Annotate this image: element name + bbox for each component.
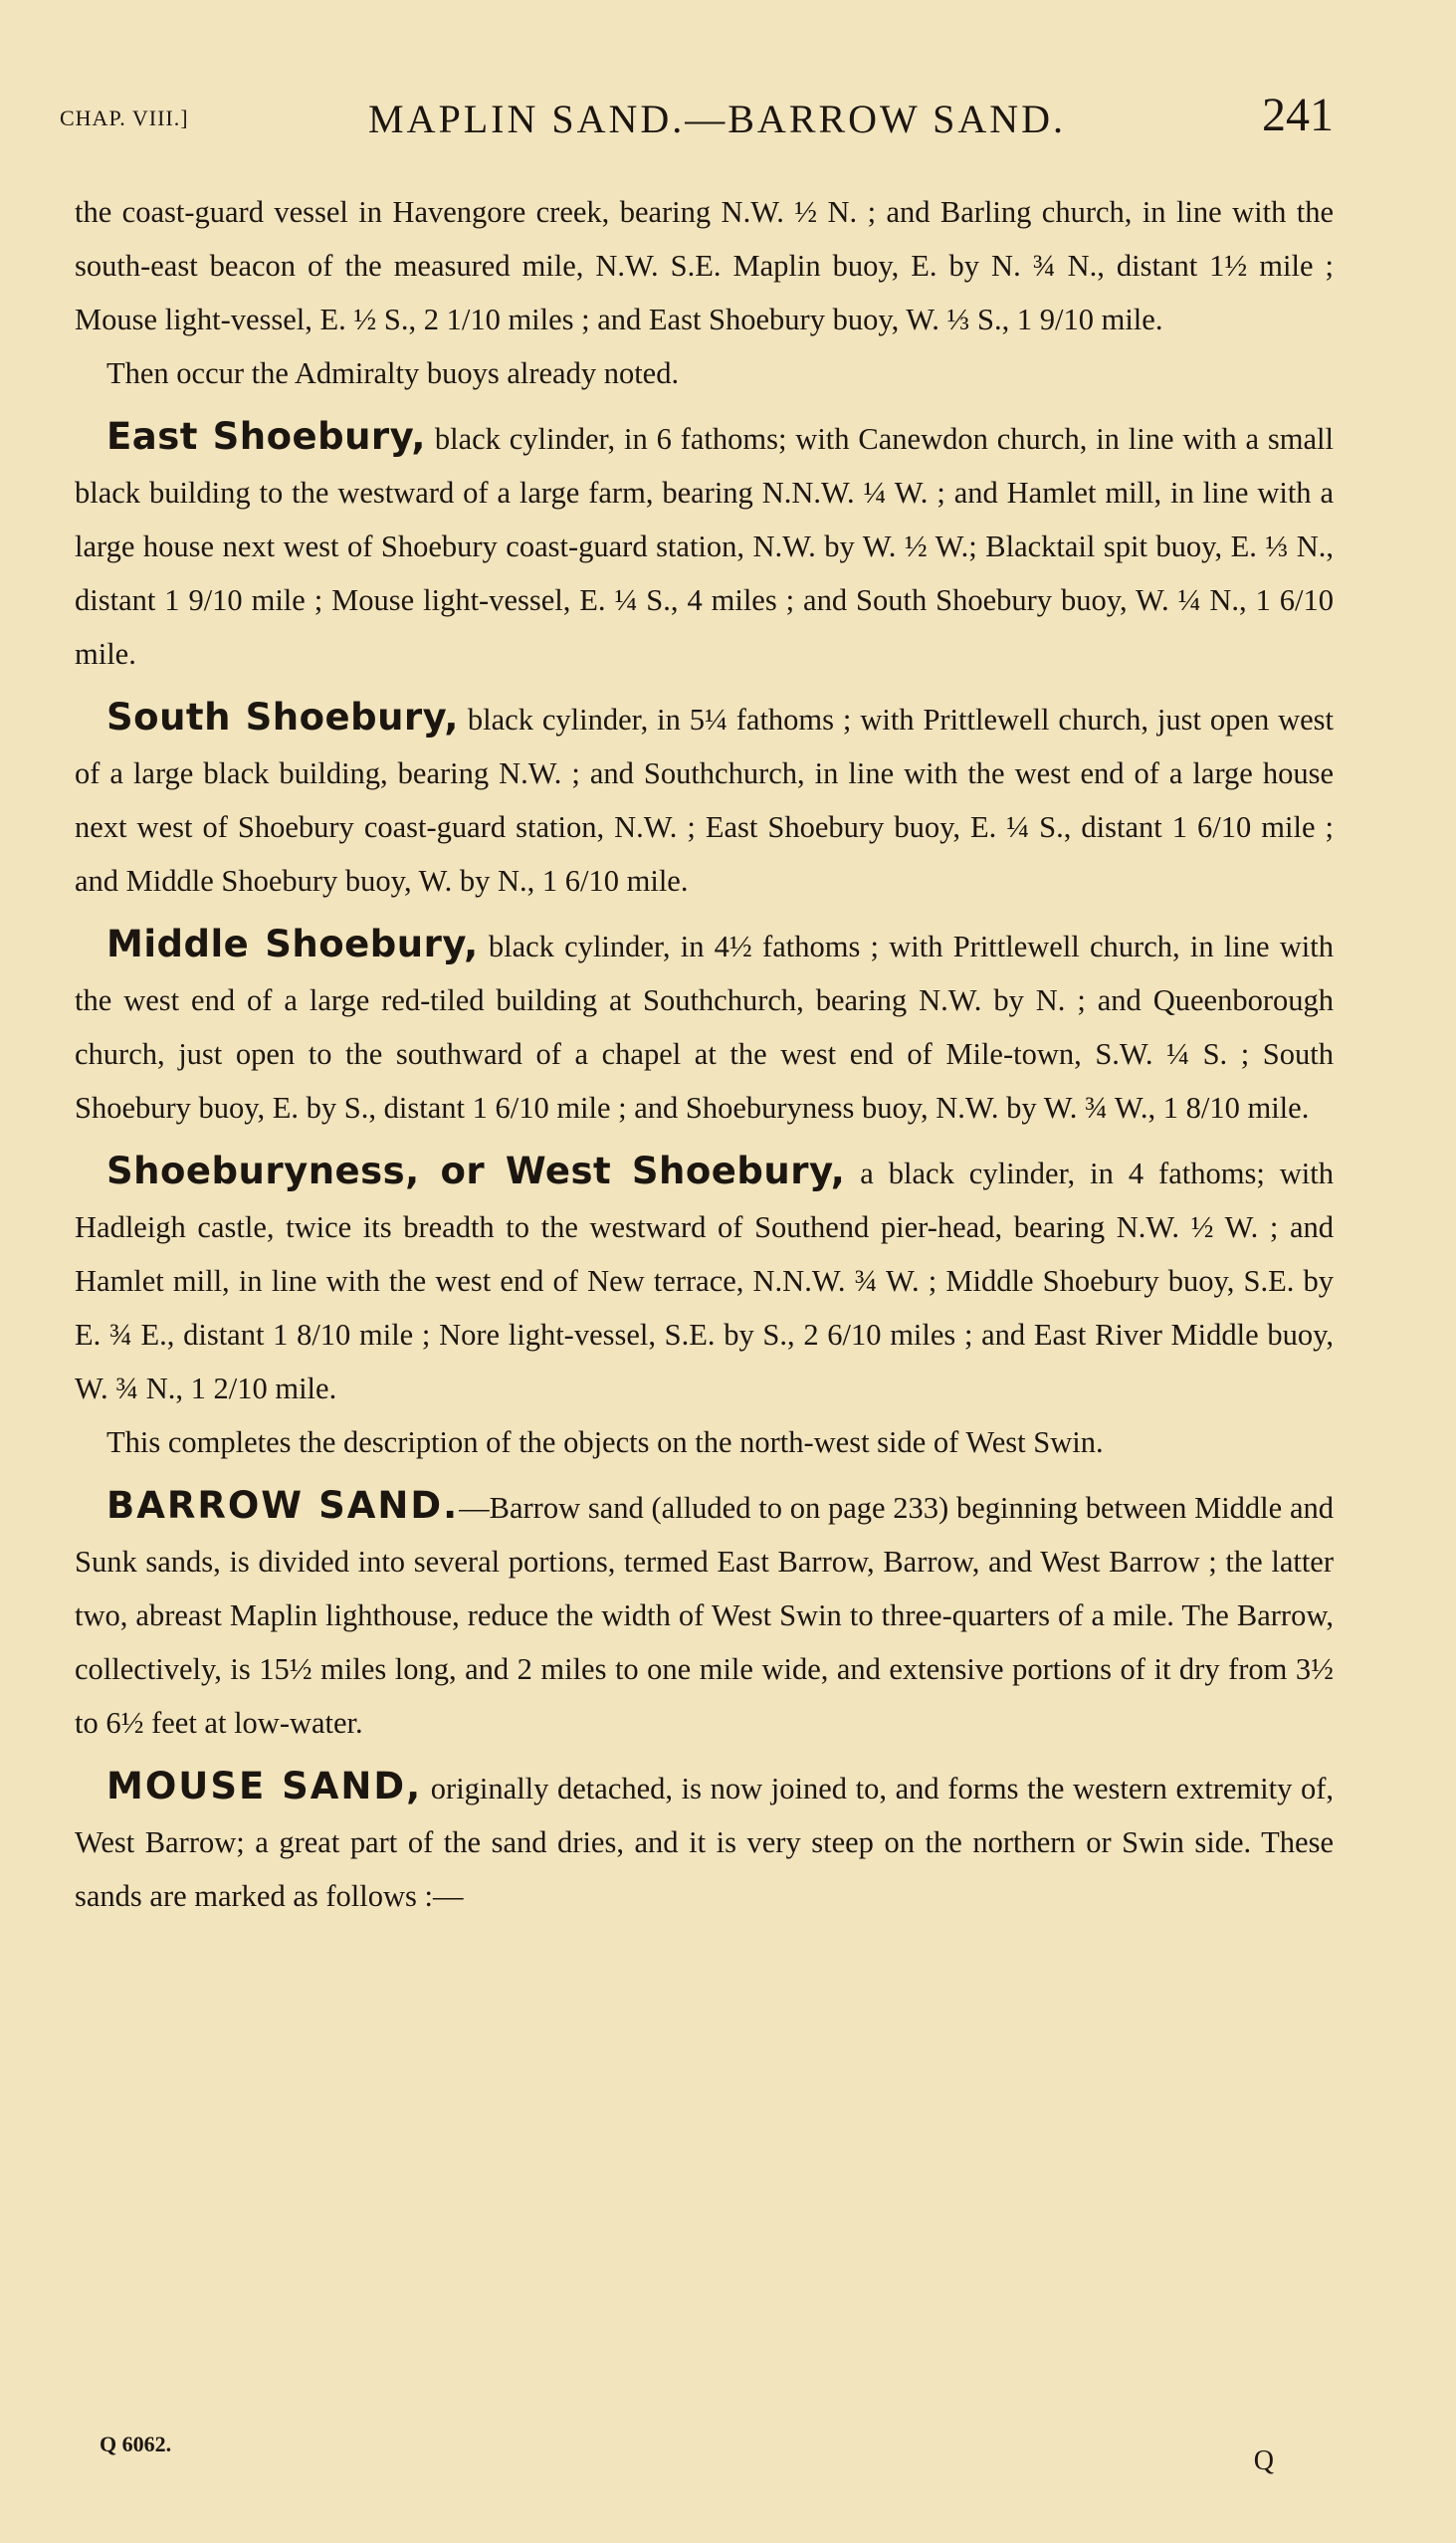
running-header xyxy=(60,88,1334,147)
section-heading: MOUSE SAND, xyxy=(106,1765,423,1807)
paragraph-text: —Barrow sand (alluded to on page 233) beginning between Middle and Sunk sands, is divided into several portions, termed East Barrow, Barrow, and West Barrow ; the latter two, abreast Maplin lighthouse, reduce the width of West Swin to three-quarters of a mile. The Barrow, collectively, is 15½ miles long, and 2 miles to one mile wide, and extensive portions of it dry from 3½ to 6½ feet at low-water. xyxy=(75,1491,1334,1740)
paragraph-text: This completes the description of the objects on the north-west side of West Swin. xyxy=(106,1425,1104,1459)
paragraph-middle-shoebury xyxy=(75,918,1334,1135)
section-heading: BARROW SAND. xyxy=(106,1484,460,1527)
page-number: 241 xyxy=(1262,89,1334,141)
body-text xyxy=(75,185,1334,1923)
paragraph-text: the coast-guard vessel in Havengore creek, bearing N.W. ½ N. ; and Barling church, in line with the south-east beacon of the measured mile, N.W. S.E. Maplin buoy, E. by N. ¾ N., distant 1½ mile ; Mouse light-vessel, E. ½ S., 2 1/10 miles ; and East Shoebury buoy, W. ⅓ S., 1 9/10 mile. xyxy=(75,195,1334,336)
buoy-heading: South Shoebury, xyxy=(106,696,459,739)
paragraph-text: originally detached, is now joined to, and forms the western extremity of, West Barrow; a great part of the sand dries, and it is very steep on the northern or Swin side. These sands are marked as follows :— xyxy=(75,1772,1335,1913)
paragraph-continuation xyxy=(75,185,1334,346)
paragraph-text: black cylinder, in 6 fathoms; with Canewdon church, in line with a small black building to the westward of a large farm, bearing N.N.W. ¼ W. ; and Hamlet mill, in line with a large house next west of Shoebury coast-guard station, N.W. by W. ½ W.; Blacktail spit buoy, E. ⅓ N., distant 1 9/10 mile ; Mouse light-vessel, E. ¼ S., 4 miles ; and South Shoebury buoy, W. ¼ N., 1 6/10 mile. xyxy=(75,422,1334,671)
page-title: MAPLIN SAND.—BARROW SAND. xyxy=(368,97,1066,141)
paragraph-south-shoebury xyxy=(75,691,1334,908)
paragraph-east-shoebury xyxy=(75,410,1334,681)
signature-mark: Q 6062. xyxy=(100,2432,172,2456)
paragraph-completes xyxy=(75,1415,1334,1469)
buoy-heading: Shoeburyness, or West Shoebury, xyxy=(106,1150,846,1192)
catchword: Q xyxy=(1253,2445,1274,2476)
page-footer xyxy=(100,2432,1274,2481)
buoy-heading: East Shoebury, xyxy=(106,415,426,458)
paragraph-shoeburyness xyxy=(75,1145,1334,1415)
buoy-heading: Middle Shoebury, xyxy=(106,923,479,965)
paragraph-mouse-sand xyxy=(75,1760,1334,1923)
paragraph-text: black cylinder, in 5¼ fathoms ; with Prittlewell church, just open west of a large black building, bearing N.W. ; and Southchurch, in line with the west end of a large house next west of Shoebury coast-guard station, N.W. ; East Shoebury buoy, E. ¼ S., distant 1 6/10 mile ; and Middle Shoebury buoy, W. by N., 1 6/10 mile. xyxy=(75,703,1335,898)
paragraph-text: Then occur the Admiralty buoys already noted. xyxy=(106,356,680,390)
paragraph-text: a black cylinder, in 4 fathoms; with Hadleigh castle, twice its breadth to the westward of Southend pier-head, bearing N.W. ½ W. ; and Hamlet mill, in line with the west end of New terrace, N.N.W. ¾ W. ; Middle Shoebury buoy, S.E. by E. ¾ E., distant 1 8/10 mile ; Nore light-vessel, S.E. by S., 2 6/10 miles ; and East River Middle buoy, W. ¾ N., 1 2/10 mile. xyxy=(75,1157,1334,1405)
paragraph-barrow-sand xyxy=(75,1479,1334,1750)
paragraph-admiralty xyxy=(75,346,1334,400)
chapter-label: CHAP. VIII.] xyxy=(60,106,189,130)
paragraph-text: black cylinder, in 4½ fathoms ; with Prittlewell church, in line with the west end of a large red-tiled building at Southchurch, bearing N.W. by N. ; and Queenborough church, just open to the southward of a chapel at the west end of Mile-town, S.W. ¼ S. ; South Shoebury buoy, E. by S., distant 1 6/10 mile ; and Shoeburyness buoy, N.W. by W. ¾ W., 1 8/10 mile. xyxy=(75,930,1335,1125)
